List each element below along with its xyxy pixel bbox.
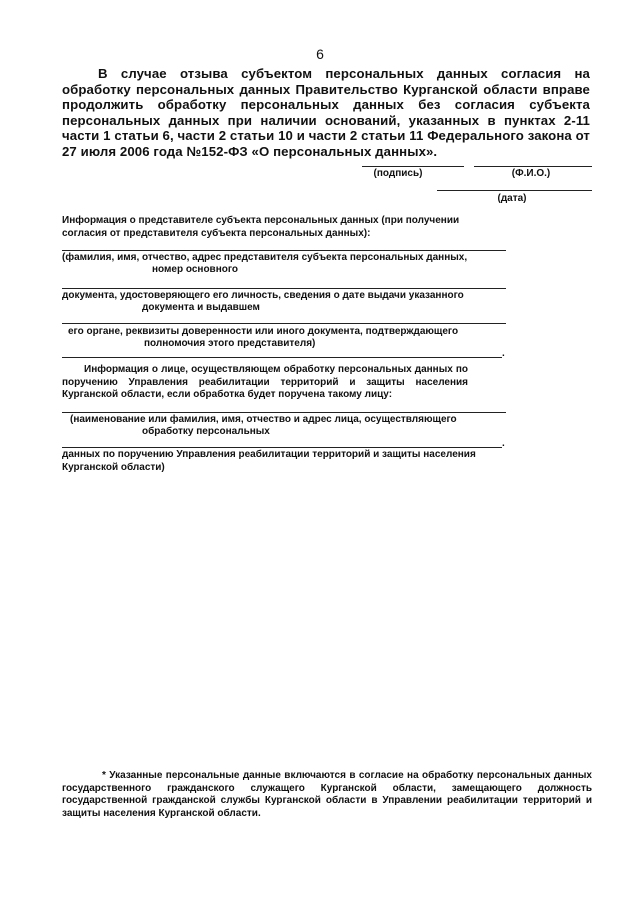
processor-caption-1a: (наименование или фамилия, имя, отчество и адрес лица, осуществляющего	[70, 414, 457, 425]
processor-line-2	[62, 447, 502, 448]
processor-intro: Информация о лице, осуществляющем обработку персональных данных по поручению Управления реабилитации территорий и защиты населения Курганской области, если обработка будет поручена такому лицу:	[62, 364, 468, 400]
representative-line-1	[62, 250, 506, 251]
fio-label: (Ф.И.О.)	[511, 168, 551, 179]
processor-line-end-mark: .	[502, 438, 505, 449]
representative-caption-2b: документа и выдавшем	[142, 302, 260, 313]
date-label: (дата)	[497, 193, 527, 204]
representative-caption-1a: (фамилия, имя, отчество, адрес представителя субъекта персональных данных,	[62, 252, 468, 263]
signature-label: (подпись)	[373, 168, 423, 179]
page-number: 6	[316, 46, 324, 62]
processor-line-1	[62, 412, 506, 413]
line-end-mark: .	[502, 348, 505, 359]
representative-line-4	[62, 357, 502, 358]
main-paragraph: В случае отзыва субъектом персональных данных согласия на обработку персональных данных Правительство Курганской области вправе продолжить обработку персональных данных без согласия субъекта персональных данных при наличии оснований, указанных в пунктах 2-11 части 1 статьи 6, части 2 статьи 10 и части 2 статьи 11 Федерального закона от 27 июля 2006 года №152-ФЗ «О персональных данных».	[62, 66, 590, 159]
date-line	[437, 190, 592, 191]
representative-line-3	[62, 323, 506, 324]
representative-caption-3a: его органе, реквизиты доверенности или иного документа, подтверждающего	[68, 326, 459, 337]
signature-line	[362, 166, 464, 167]
processor-caption-2: данных по поручению Управления реабилитации территорий и защиты населения Курганской области)	[62, 449, 476, 473]
footnote: * Указанные персональные данные включаются в согласие на обработку персональных данных государственного гражданского служащего Курганской области, замещающего должность государственной гражданской службы Курганской области в Управлении реабилитации территорий и защиты населения Курганской области.	[62, 770, 592, 819]
fio-line	[474, 166, 592, 167]
processor-caption-1b: обработку персональных	[142, 426, 270, 437]
representative-caption-1b: номер основного	[152, 264, 238, 275]
representative-intro: Информация о представителе субъекта персональных данных (при получении согласия от представителя субъекта персональных данных):	[62, 215, 460, 239]
representative-caption-3b: полномочия этого представителя)	[144, 338, 316, 349]
representative-caption-2a: документа, удостоверяющего его личность, сведения о дате выдачи указанного	[62, 290, 464, 301]
representative-line-2	[62, 288, 506, 289]
